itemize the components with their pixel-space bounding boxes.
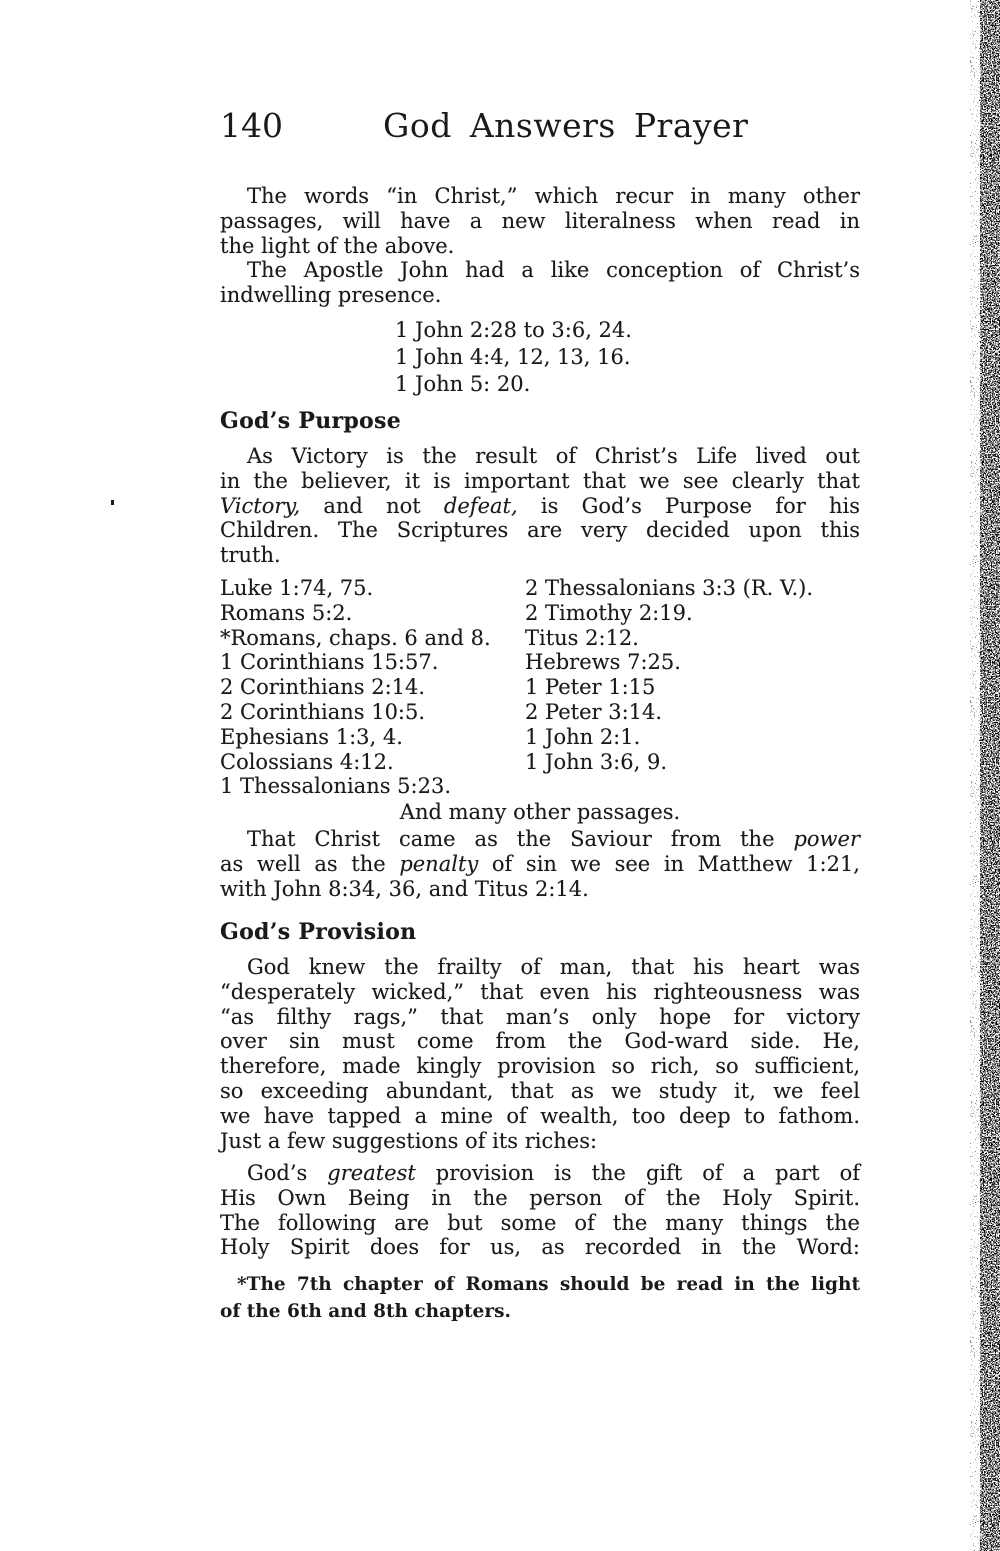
footnote: [220, 1271, 860, 1325]
scripture-reference: 1 John 4:4, 12, 13, 16.: [395, 345, 631, 369]
text-line: we have tapped a mine of wealth, too deep to fathom.: [220, 1103, 860, 1128]
text-line: so exceeding abundant, that as we study it, we feel: [220, 1078, 860, 1103]
text-line: as well as the penalty of sin we see in Matthew 1:21,: [220, 851, 860, 876]
reference-right: [525, 774, 860, 799]
text-line: “as filthy rags,” that man’s only hope for victory: [220, 1004, 860, 1029]
reference-left: 2 Corinthians 2:14.: [220, 675, 426, 700]
text-line: of the 6th and 8th chapters.: [220, 1301, 511, 1322]
text-line: Children. The Scriptures are very decided upon this: [220, 518, 860, 543]
text-line: passages, will have a new literalness when read in: [220, 208, 860, 233]
table-row: [220, 700, 860, 725]
text-line: As Victory is the result of Christ’s Life lived out: [247, 444, 860, 468]
text-line: The words “in Christ,” which recur in many other: [247, 184, 860, 208]
power-paragraph: [220, 827, 860, 901]
reference-left: 2 Corinthians 10:5.: [220, 699, 426, 724]
text-line: God knew the frailty of man, that his heart was: [247, 955, 860, 979]
italic-word: Victory,: [220, 493, 301, 518]
section-heading-gods-provision: God’s Provision: [220, 919, 417, 945]
text-line: His Own Being in the person of the Holy Spirit.: [220, 1185, 860, 1210]
text-line: truth.: [220, 543, 281, 568]
table-row: [220, 750, 860, 775]
reference-left: Luke 1:74, 75.: [220, 576, 374, 600]
greatest-provision-paragraph: [220, 1161, 860, 1260]
ink-speck: [111, 500, 114, 505]
text-line: indwelling presence.: [220, 283, 442, 308]
text-line: *The 7th chapter of Romans should be read in the light: [237, 1274, 860, 1295]
reference-right: 1 John 3:6, 9.: [525, 749, 668, 774]
table-row: [220, 576, 860, 601]
reference-right: 2 Timothy 2:19.: [525, 600, 693, 625]
text-line: the light of the above.: [220, 233, 455, 258]
table-row: [220, 774, 860, 799]
reference-left: *Romans, chaps. 6 and 8.: [220, 625, 491, 650]
reference-left: Romans 5:2.: [220, 600, 353, 625]
italic-word: greatest: [327, 1161, 416, 1185]
reference-table: [220, 576, 860, 799]
text-line: The Apostle John had a like conception of Christ’s: [247, 258, 860, 283]
text-line: in the believer, it is important that we see clearly that: [220, 468, 860, 493]
john-reference-list: [395, 317, 815, 398]
scripture-reference: 1 John 5: 20.: [395, 372, 531, 396]
text-line: therefore, made kingly provision so rich, so sufficient,: [220, 1054, 860, 1079]
table-row: [220, 650, 860, 675]
text-line: over sin must come from the God-ward side. He,: [220, 1029, 860, 1054]
table-row: [220, 725, 860, 750]
reference-left: 1 Thessalonians 5:23.: [220, 774, 451, 799]
reference-left: Colossians 4:12.: [220, 749, 394, 774]
intro-paragraphs: [220, 184, 860, 308]
reference-right: 2 Thessalonians 3:3 (R. V.).: [525, 576, 814, 600]
section-heading-gods-purpose: God’s Purpose: [220, 408, 402, 434]
text-line: Victory, and not defeat, is God’s Purpose for his: [220, 493, 861, 518]
table-row: [220, 626, 860, 651]
text-line: with John 8:34, 36, and Titus 2:14.: [220, 876, 589, 901]
text-line: “desperately wicked,” that even his righteousness was: [220, 979, 860, 1004]
running-head: [220, 106, 860, 150]
reference-right: Hebrews 7:25.: [525, 650, 681, 675]
reference-right: 1 Peter 1:15: [525, 675, 656, 700]
page-number: 140: [220, 106, 283, 145]
text-line: God’s greatest provision is the gift of a part of: [247, 1161, 860, 1185]
text-line: Holy Spirit does for us, as recorded in the Word:: [220, 1235, 860, 1260]
italic-word: penalty: [399, 851, 479, 876]
text-line: The following are but some of the many things the: [220, 1210, 860, 1235]
text-line: Just a few suggestions of its riches:: [220, 1128, 598, 1153]
reference-right: Titus 2:12.: [525, 625, 639, 650]
book-title: God Answers Prayer: [383, 106, 749, 145]
many-passages-line: And many other passages.: [399, 800, 681, 824]
table-row: [220, 675, 860, 700]
text-line: That Christ came as the Saviour from the power: [247, 827, 860, 851]
italic-word: defeat,: [443, 493, 518, 518]
page-edge-texture: [958, 0, 1000, 1551]
reference-right: 1 John 2:1.: [525, 724, 641, 749]
reference-left: Ephesians 1:3, 4.: [220, 724, 403, 749]
reference-left: 1 Corinthians 15:57.: [220, 650, 439, 675]
scripture-reference: 1 John 2:28 to 3:6, 24.: [395, 318, 632, 342]
provision-paragraph: [220, 955, 860, 1153]
reference-right: 2 Peter 3:14.: [525, 699, 663, 724]
table-row: [220, 601, 860, 626]
italic-word: power: [793, 827, 860, 851]
purpose-paragraph: [220, 444, 860, 568]
